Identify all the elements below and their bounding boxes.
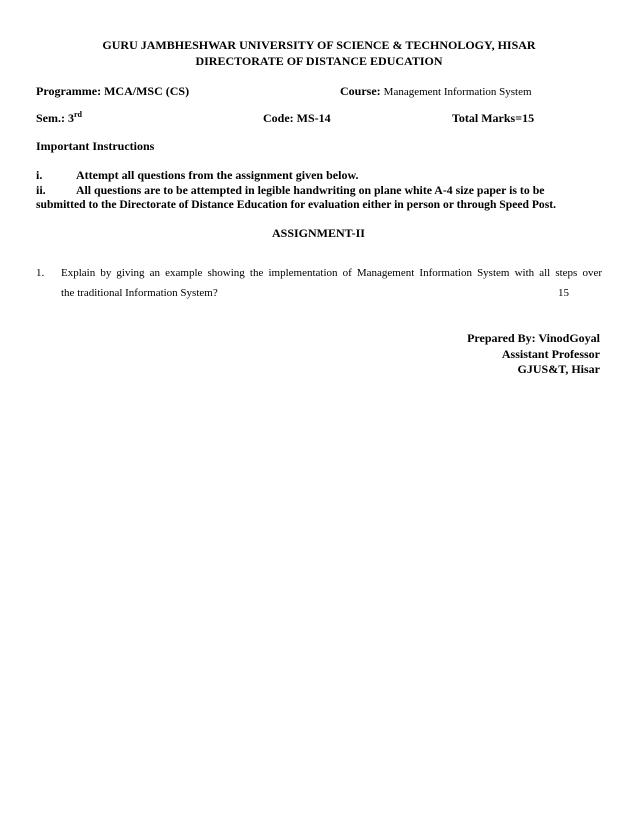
question-text-line2: the traditional Information System? [61,287,218,299]
instruction-continuation: submitted to the Directorate of Distance Education for evaluation either in person or through Speed Post. [36,198,556,211]
question-number: 1. [36,267,45,279]
instruction-text: All questions are to be attempted in legible handwriting on plane white A-4 size paper is to be [76,183,545,197]
total-marks: Total Marks=15 [452,111,535,125]
question-marks: 15 [558,287,569,299]
question-text-line1: Explain by giving an example showing the implementation of Management Information System with all steps over [61,267,602,279]
directorate-title: DIRECTORATE OF DISTANCE EDUCATION [195,54,443,68]
semester-label [36,111,82,126]
instruction-item [36,168,42,183]
designation: Assistant Professor [501,347,600,361]
prepared-by: Prepared By: VinodGoyal [467,331,600,345]
semester-suffix: rd [74,110,82,119]
instructions-heading: Important Instructions [36,139,155,153]
course-label: Course: [340,84,381,98]
course-value: Management Information System [383,86,532,98]
instruction-item [36,183,46,198]
institution: GJUS&T, Hisar [517,362,600,376]
instruction-text: Attempt all questions from the assignment given below. [76,168,359,182]
course-info [340,84,532,99]
university-title: GURU JAMBHESHWAR UNIVERSITY OF SCIENCE & TECHNOLOGY, HISAR [102,38,536,52]
course-code: Code: MS-14 [263,111,331,125]
question-body [61,263,602,303]
instruction-number: ii. [36,183,46,197]
semester-text: Sem.: 3 [36,111,74,125]
programme-label: Programme: MCA/MSC (CS) [36,84,190,98]
instruction-number: i. [36,168,43,182]
question-text-line2-row [61,283,602,303]
assignment-title: ASSIGNMENT-II [272,226,365,240]
